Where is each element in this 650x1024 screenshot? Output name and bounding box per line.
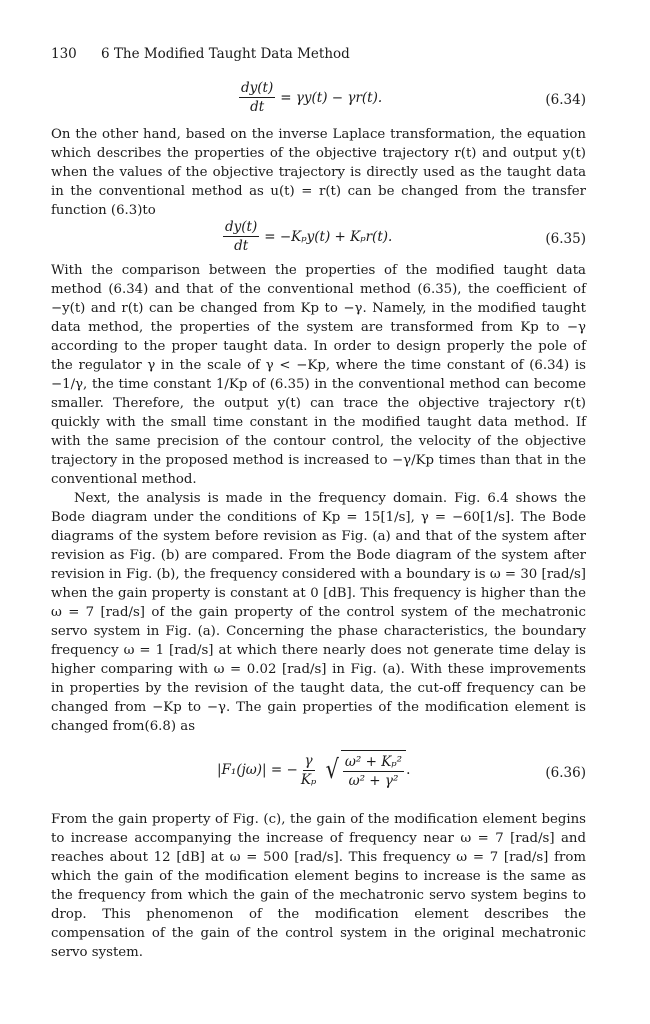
equation-lhs: |F₁(jω)| = − [217, 762, 298, 778]
paragraph-2 [51, 261, 586, 489]
equation-number: (6.34) [545, 92, 586, 108]
paragraph-text: From the gain property of Fig. (c), the gain of the modification element begins to increase accompanying the increase of frequency near ω = 7 [rad/s] and reaches about 12 [dB] at ω = 500 [rad/s]. This frequency ω = 7 [rad/s] from which the gain of the modification element begins to increase is the same as the frequency from which the gain of the mechatronic servo system begins to drop. This phenomenon of the modification element describes the compensation of the gain of the control system in the original mechatronic servo system. [51, 812, 586, 960]
fraction-numerator: dy(t) [225, 219, 258, 235]
radical-sign: √ [325, 755, 340, 785]
fraction-denominator: ω² + γ² [348, 773, 399, 789]
equation-6-34 [51, 80, 586, 120]
fraction-numerator: dy(t) [241, 80, 274, 96]
square-root [324, 750, 406, 790]
fraction-denominator: dt [250, 99, 265, 115]
running-header [51, 46, 350, 62]
paragraph-1 [51, 125, 586, 220]
fraction-denominator: Kₚ [300, 771, 317, 788]
fraction-denominator: dt [234, 238, 249, 254]
paragraph-text: Next, the analysis is made in the frequency domain. Fig. 6.4 shows the Bode diagram under the conditions of Kp = 15[1/s], γ = −60[1/s]. The Bode diagrams of the system before revision as Fig. (a) and that of the system after revision as Fig. (b) are compared. From the Bode diagram of the system after revision in Fig. (b), the frequency considered with a boundary is ω = 30 [rad/s] when the gain property is constant at 0 [dB]. This frequency is higher than the ω = 7 [rad/s] of the gain property of the control system of the mechatronic servo system in Fig. (a). Concerning the phase characteristics, the boundary frequency ω = 1 [rad/s] at which there nearly does not generate time delay is higher comparing with ω = 0.02 [rad/s] in Fig. (a). With these improvements in properties by the revision of the taught data, the cut-off frequency can be changed from −Kp to −γ. The gain properties of the modification element is changed from(6.8) as [51, 491, 586, 734]
fraction-numerator: ω² + Kₚ² [344, 754, 403, 770]
derivative-fraction [239, 80, 275, 115]
paragraph-3 [51, 489, 586, 736]
equation-6-35 [51, 219, 586, 259]
fraction-numerator: γ [304, 752, 313, 769]
paragraph-text: On the other hand, based on the inverse Laplace transformation, the equation which describes the properties of the objective trajectory r(t) and output y(t) when the values of the objective trajectory is directly used as the taught data in the conventional method as u(t) = r(t) can be changed from the transfer function (6.3)to [51, 127, 586, 218]
radicand-fraction [343, 754, 404, 789]
derivative-fraction [223, 219, 259, 254]
page [51, 0, 586, 1024]
paragraph-4 [51, 810, 586, 962]
chapter-title: 6 The Modified Taught Data Method [101, 46, 350, 62]
equation-6-36 [51, 750, 586, 800]
paragraph-text: With the comparison between the properties of the modified taught data method (6.34) and that of the conventional method (6.35), the coefficient of −y(t) and r(t) can be changed from Kp to −γ. Namely, in the modified taught data method, the properties of the system are transformed from Kp to −γ according to the proper taught data. In order to design properly the pole of the regulator γ in the scale of γ < −Kp, where the time constant of (6.34) is −1/γ, the time constant 1/Kp of (6.35) in the conventional method can become smaller. Therefore, the output y(t) can trace the objective trajectory r(t) quickly with the small time constant in the modified taught data method. If with the same precision of the contour control, the velocity of the objective trajectory in the proposed method is increased to −γ/Kp times than that in the conventional method. [51, 263, 586, 487]
equation-tail: . [406, 762, 411, 778]
equation-number: (6.36) [545, 765, 586, 781]
equation-rhs: = γy(t) − γr(t). [280, 89, 383, 106]
radicand [341, 750, 406, 790]
gain-fraction [301, 753, 316, 788]
equation-number: (6.35) [545, 231, 586, 247]
equation-rhs: = −Kₚy(t) + Kₚr(t). [264, 228, 393, 245]
page-number: 130 [51, 46, 77, 62]
